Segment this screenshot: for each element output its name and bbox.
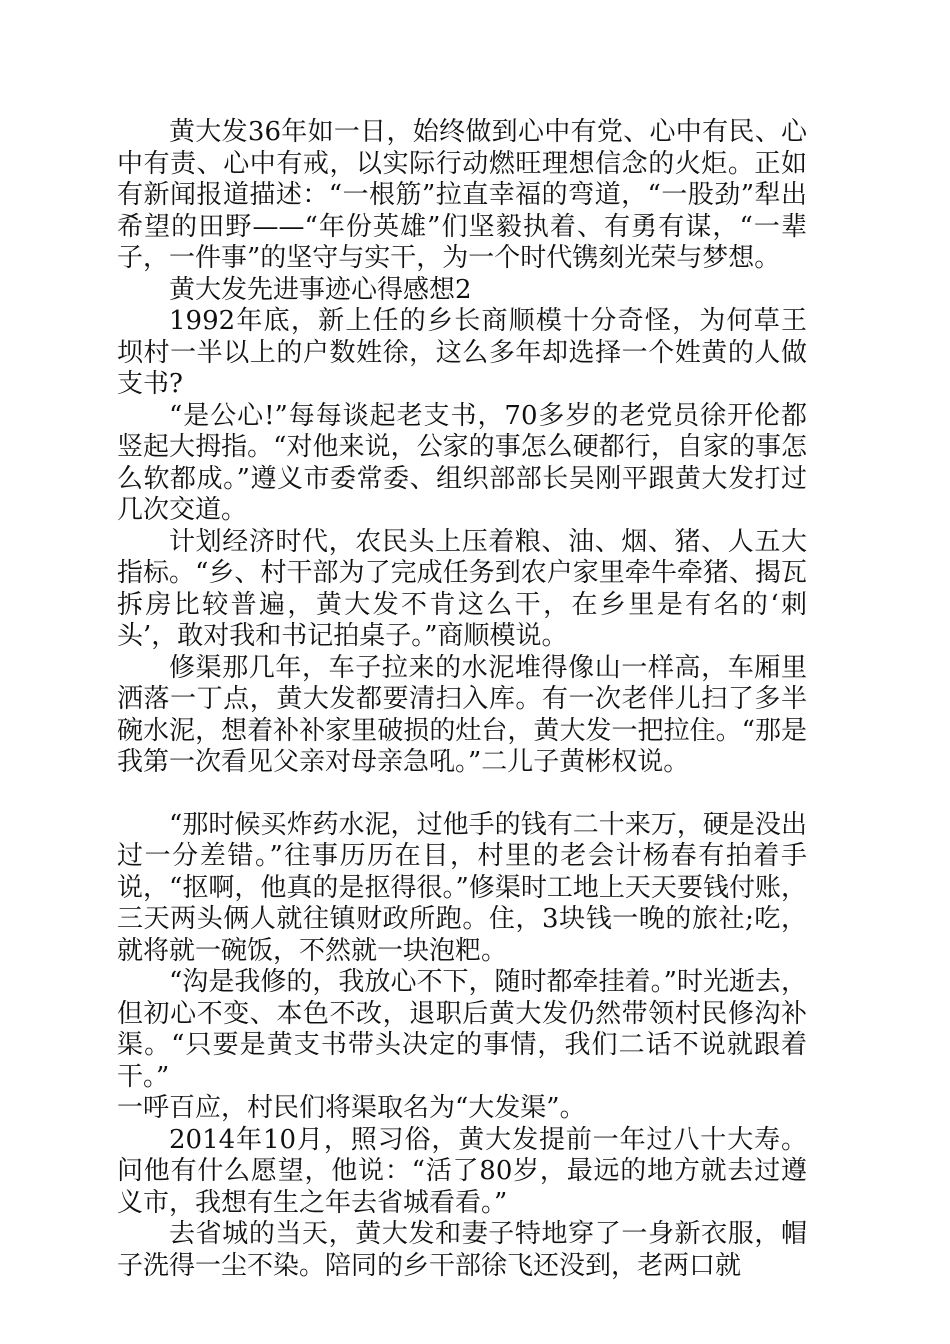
paragraph-1992: 1992年底，新上任的乡长商顺模十分奇怪，为何草王坝村一半以上的户数姓徐，这么多年却选择一个姓黄的人做支书?	[117, 306, 807, 399]
paragraph-summary: 黄大发36年如一日，始终做到心中有党、心中有民、心中有责、心中有戒，以实际行动燃旺理想信念的火炬。正如有新闻报道描述：“一根筋”拉直幸福的弯道，“一股劲”犁出希望的田野——“年份英雄”们坚毅执着、有勇有谋，“一辈子，一件事”的坚守与实干，为一个时代镌刻光荣与梦想。	[117, 117, 807, 273]
paragraph-planned-economy: 计划经济时代，农民头上压着粮、油、烟、猪、人五大指标。“乡、村干部为了完成任务到农户家里牵牛牵猪、揭瓦拆房比较普遍，黄大发不肯这么干，在乡里是有名的‘刺头’，敢对我和书记拍桌子。”商顺模说。	[117, 526, 807, 651]
paragraph-gap	[117, 779, 807, 810]
paragraph-provincial-capital: 去省城的当天，黄大发和妻子特地穿了一身新衣服，帽子洗得一尘不染。陪同的乡干部徐飞还没到，老两口就	[117, 1219, 807, 1281]
paragraph-2014: 2014年10月，照习俗，黄大发提前一年过八十大寿。问他有什么愿望，他说：“活了80岁，最远的地方就去过遵义市，我想有生之年去省城看看。”	[117, 1124, 807, 1218]
section-heading: 黄大发先进事迹心得感想2	[169, 274, 472, 305]
document-body	[117, 117, 807, 1282]
paragraph-dafa-canal: 一呼百应，村民们将渠取名为“大发渠”。	[117, 1093, 586, 1123]
paragraph-public-heart: “是公心!”每每谈起老支书，70多岁的老党员徐开伦都竖起大拇指。“对他来说，公家的事怎么硬都行，自家的事怎么软都成。”遵义市委常委、组织部部长吴刚平跟黄大发打过几次交道。	[117, 400, 807, 525]
paragraph-canal-cement: 修渠那几年，车子拉来的水泥堆得像山一样高，车厢里洒落一丁点，黄大发都要清扫入库。有一次老伴儿扫了多半碗水泥，想着补补家里破损的灶台，黄大发一把拉住。“那是我第一次看见父亲对母亲急吼。”二儿子黄彬权说。	[117, 652, 807, 777]
paragraph-ditch: “沟是我修的，我放心不下，随时都牵挂着。”时光逝去，但初心不变、本色不改，退职后黄大发仍然带领村民修沟补渠。“只要是黄支书带头决定的事情，我们二话不说就跟着干。”	[117, 967, 807, 1092]
paragraph-explosives-money: “那时候买炸药水泥，过他手的钱有二十来万，硬是没出过一分差错。”往事历历在目，村里的老会计杨春有拍着手说，“抠啊，他真的是抠得很。”修渠时工地上天天要钱付账，三天两头俩人就往镇财政所跑。住，3块钱一晚的旅社;吃，就将就一碗饭，不然就一块泡粑。	[117, 809, 807, 966]
